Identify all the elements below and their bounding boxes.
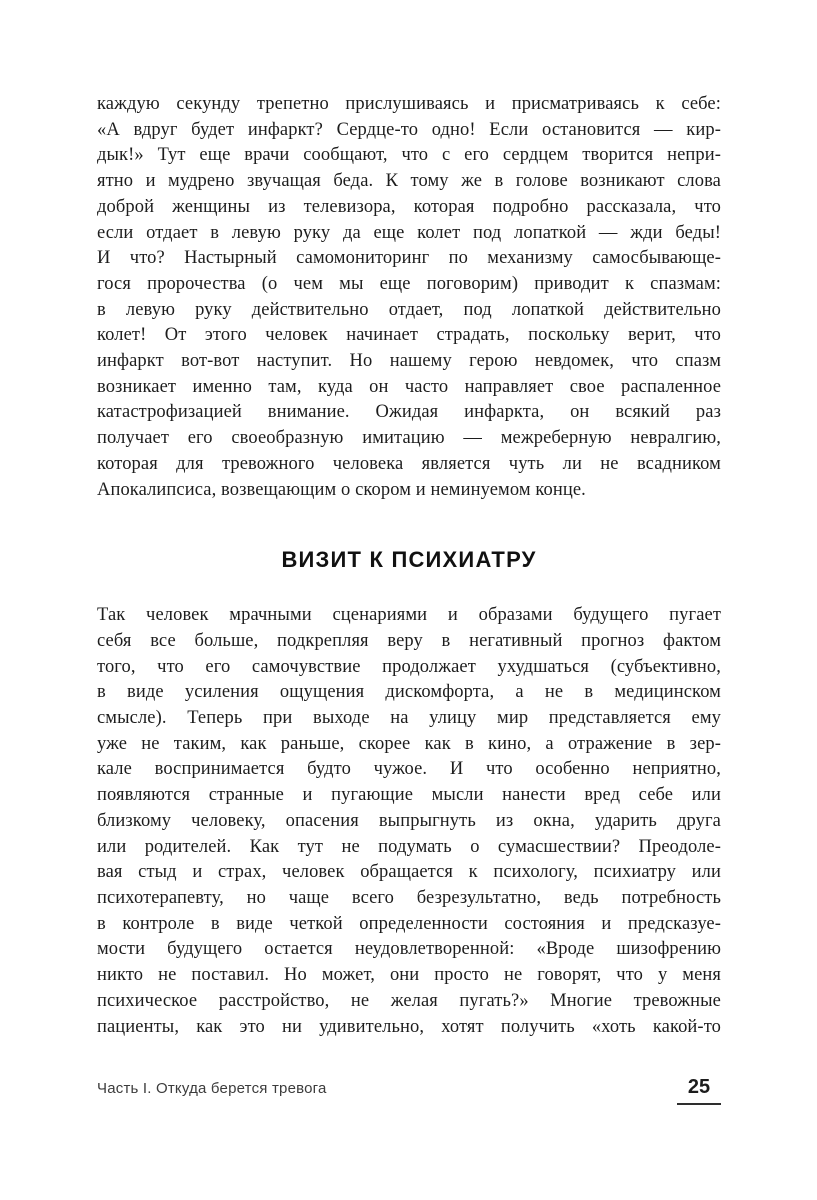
text-line: каждую секунду трепетно прислушиваясь и присматриваясь к себе: [97,94,721,114]
text-line: себя все больше, подкрепляя веру в негативный прогноз фактом [97,630,721,651]
text-line: дык!» Тут еще врачи сообщают, что с его сердцем творится непри- [97,145,721,166]
text-line: Так человек мрачными сценариями и образами будущего пугает [97,605,721,626]
text-line: доброй женщины из телевизора, которая подробно рассказала, что [97,196,721,217]
paragraph-continuation [97,92,721,503]
text-line: если отдает в левую руку да еще колет под лопаткой — жди беды! [97,222,721,243]
text-line: «А вдруг будет инфаркт? Сердце-то одно! Если остановится — кир- [97,119,721,140]
text-line: И что? Настырный самомониторинг по механизму самосбывающе- [97,248,721,269]
text-line: никто не поставил. Но может, они просто не говорят, что у меня [97,965,721,986]
text-line: в виде усиления ощущения дискомфорта, а не в медицинском [97,682,721,703]
page-content [97,92,721,1040]
text-line: ятно и мудрено звучащая беда. К тому же в голове возникают слова [97,171,721,192]
text-line: катастрофизацией внимание. Ожидая инфаркта, он всякий раз [97,402,721,423]
text-line: которая для тревожного человека является чуть ли не всадником [97,453,721,474]
text-line: смысле). Теперь при выходе на улицу мир представляется ему [97,708,721,729]
page-footer [97,1076,721,1105]
text-line: мости будущего остается неудовлетворенной: «Вроде шизофрению [97,939,721,960]
paragraph-visit [97,603,721,1040]
text-line: в контроле в виде четкой определенности состояния и предсказуе- [97,913,721,934]
text-line: того, что его самочувствие продолжает ухудшаться (субъективно, [97,656,721,677]
page-number: 25 [687,1076,711,1098]
text-line: психическое расстройство, не желая пугать?» Многие тревожные [97,990,721,1011]
text-line: или родителей. Как тут не подумать о сумасшествии? Преодоле- [97,836,721,857]
running-title: Часть I. Откуда берется тревога [97,1080,327,1097]
text-line: Апокалипсиса, возвещающим о скором и неминуемом конце. [97,479,586,500]
text-line: кале воспринимается будто чужое. И что особенно неприятно, [97,759,721,780]
section-heading: ВИЗИТ К ПСИХИАТРУ [281,547,537,573]
text-line: близкому человеку, опасения выпрыгнуть из окна, ударить друга [97,810,721,831]
text-line: получает его своеобразную имитацию — межреберную невралгию, [97,428,721,449]
page-number-rule [677,1103,721,1105]
text-line: колет! От этого человек начинает страдать, поскольку верит, что [97,325,721,346]
text-line: гося пророчества (о чем мы еще поговорим) приводит к спазмам: [97,273,721,294]
text-line: вая стыд и страх, человек обращается к психологу, психиатру или [97,862,721,883]
page-number-block [677,1076,721,1105]
text-line: возникает именно там, куда он часто направляет свое распаленное [97,376,721,397]
text-line: психотерапевту, но чаще всего безрезультатно, ведь потребность [97,887,721,908]
text-line: уже не таким, как раньше, скорее как в кино, а отражение в зер- [97,733,721,754]
text-line: пациенты, как это ни удивительно, хотят получить «хоть какой-то [97,1016,721,1037]
text-line: инфаркт вот-вот наступит. Но нашему герою невдомек, что спазм [97,351,721,372]
text-line: в левую руку действительно отдает, под лопаткой действительно [97,299,721,320]
text-line: появляются странные и пугающие мысли нанести вред себе или [97,785,721,806]
